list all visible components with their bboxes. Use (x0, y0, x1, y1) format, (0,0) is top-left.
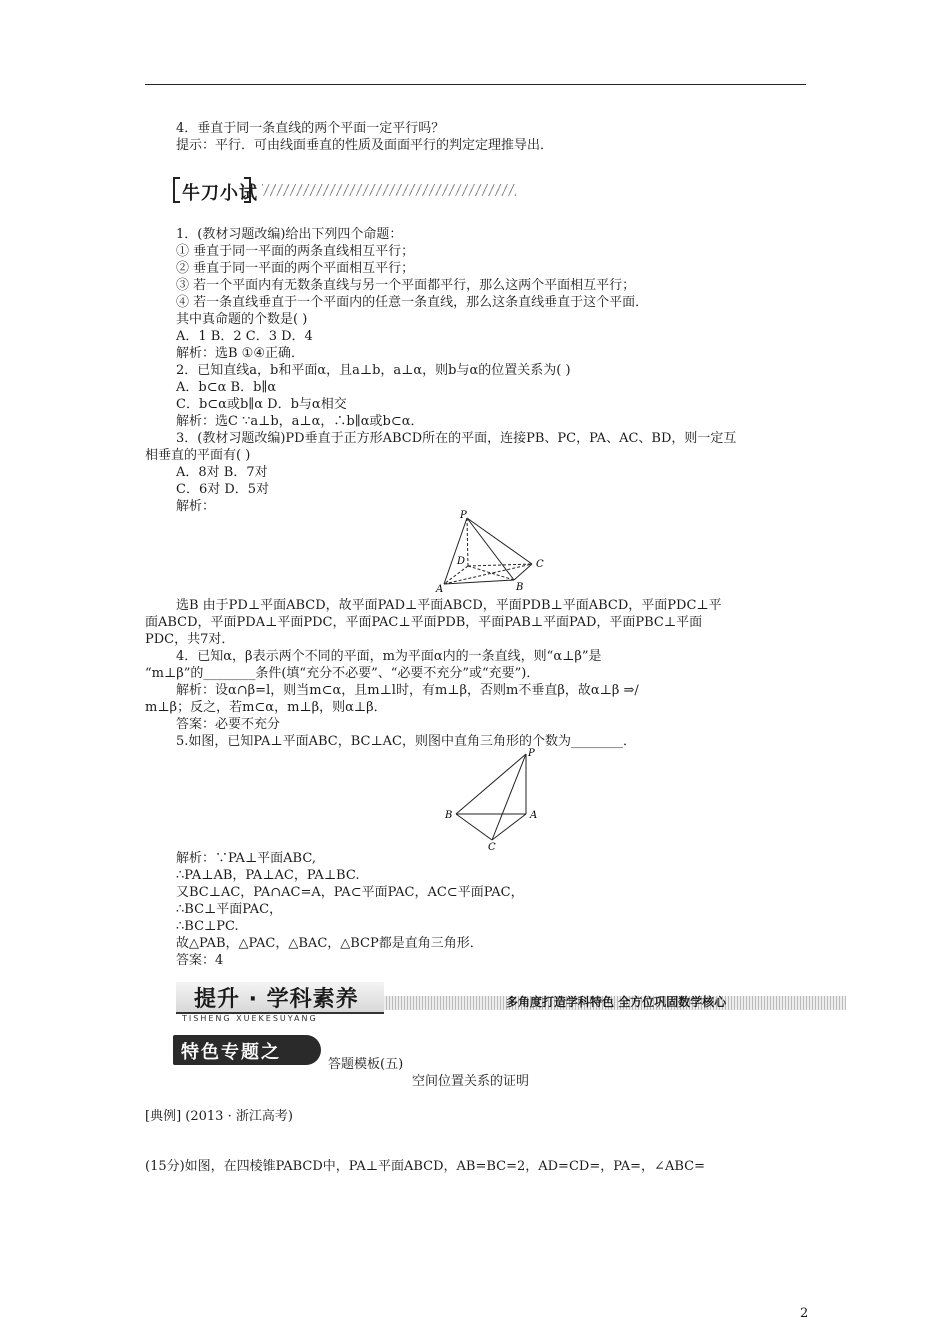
header-rule (145, 84, 806, 85)
hint: 提示：平行．可由线面垂直的性质及面面平行的判定定理推导出． (176, 138, 554, 153)
p1-s1: ① 垂直于同一平面的两条直线相互平行； (176, 244, 415, 259)
p3-answer-3: PDC，共7对． (145, 632, 235, 647)
special-topic-label: 特色专题之 (181, 1042, 281, 1063)
template-subtitle: 空间位置关系的证明 (412, 1074, 530, 1089)
tag-stripes (262, 184, 516, 196)
fig1-label-b: B (516, 582, 524, 593)
banner-slogan: 多角度打造学科特色 全方位巩固数学核心 (506, 995, 727, 1009)
fig2-label-c: C (488, 842, 496, 852)
p3-answer-2: 面ABCD，平面PDA⊥平面PDC，平面PAC⊥平面PDB，平面PAB⊥平面PAD，平面PBC⊥平面 (145, 615, 703, 630)
p3-stem-2: 相垂直的平面有( ) (145, 448, 251, 463)
fig1-label-c: C (536, 559, 544, 570)
fig1-label-a: A (436, 584, 444, 594)
section-tag (172, 176, 260, 206)
p2-opt-ab: A．b⊂α B．b∥α (176, 380, 277, 395)
fig2-label-b: B (445, 810, 453, 821)
tetrahedron-figure (440, 746, 550, 852)
p3-stem-1: 3．(教材习题改编)PD垂直于正方形ABCD所在的平面，连接PB、PC，PA、AC、BD，则一定互 (176, 431, 737, 446)
p5-l1: 解析：∵PA⊥平面ABC, (176, 851, 316, 866)
p2-opt-cd: C．b⊂α或b∥α D．b与α相交 (176, 397, 347, 412)
template-title: 答题模板(五) (328, 1057, 404, 1072)
example-head: [典例] (2013 · 浙江高考) (145, 1109, 293, 1124)
p3-answer-1: 选B 由于PD⊥平面ABCD，故平面PAD⊥平面ABCD，平面PDB⊥平面ABCD，平面PDC⊥平 (176, 598, 722, 613)
fig1-label-p: P (460, 510, 467, 521)
section-tag-label: 牛刀小试 (182, 183, 258, 204)
p4-answer: 答案：必要不充分 (176, 717, 281, 732)
p5-l2: ∴PA⊥AB，PA⊥AC，PA⊥BC. (176, 868, 360, 883)
fig2-label-p: P (528, 748, 535, 759)
p1-stem: 1．(教材习题改编)给出下列四个命题： (176, 227, 403, 242)
p5-l3: 又BC⊥AC，PA∩AC=A，PA⊂平面PAC，AC⊂平面PAC， (176, 885, 524, 900)
p4-answer-1: 解析：设α∩β=l，则当m⊂α，且m⊥l时，有m⊥β，否则m不垂直β，故α⊥β ⇒/ (176, 683, 639, 698)
banner-pinyin: TISHENG XUEKESUYANG (182, 1014, 318, 1023)
p1-answer: 解析：选B ①④正确． (176, 346, 304, 361)
question-4: 4．垂直于同一条直线的两个平面一定平行吗？ (176, 121, 445, 136)
p4-answer-2: m⊥β；反之，若m⊂α，m⊥β，则α⊥β． (145, 700, 387, 715)
p1-options: A．1 B．2 C．3 D．4 (176, 329, 313, 344)
p5-stem: 5.如图，已知PA⊥平面ABC，BC⊥AC，则图中直角三角形的个数为________． (176, 734, 637, 749)
section-banner (176, 982, 846, 1024)
p1-s4: ④ 若一条直线垂直于一个平面内的任意一条直线，那么这条直线垂直于这个平面． (176, 295, 649, 310)
fig1-label-d: D (457, 556, 466, 567)
banner-title-box (176, 982, 384, 1014)
p3-opt-cd: C．6对 D．5对 (176, 482, 270, 497)
p5-answer: 答案：4 (176, 953, 224, 968)
p1-s2: ② 垂直于同一平面的两个平面相互平行； (176, 261, 415, 276)
p5-l4: ∴BC⊥平面PAC， (176, 902, 283, 917)
p1-s3: ③ 若一个平面内有无数条直线与另一个平面都平行，那么这两个平面相互平行； (176, 278, 636, 293)
p3-jiexi: 解析： (176, 499, 216, 514)
example-body: (15分)如图，在四棱锥PABCD中，PA⊥平面ABCD，AB=BC=2，AD=CD=，PA=，∠ABC= (145, 1159, 705, 1174)
special-topic-tag (173, 1035, 321, 1065)
p1-ask: 其中真命题的个数是( ) (176, 312, 308, 327)
p3-opt-ab: A．8对 B．7对 (176, 465, 268, 480)
banner-title: 提升 · 学科素养 (194, 987, 359, 1012)
p4-stem-1: 4．已知α，β表示两个不同的平面，m为平面α内的一条直线，则“α⊥β”是 (176, 649, 602, 664)
p2-answer: 解析：选C ∵a⊥b，a⊥α，∴b∥α或b⊂α． (176, 414, 424, 429)
p5-l5: ∴BC⊥PC. (176, 919, 239, 934)
pyramid-figure (432, 508, 552, 594)
p4-stem-2: “m⊥β”的________条件(填“充分不必要”、“必要不充分”或“充要”)． (145, 666, 540, 681)
p2-stem: 2．已知直线a，b和平面α，且a⊥b，a⊥α，则b与α的位置关系为( ) (176, 363, 571, 378)
p5-l6: 故△PAB，△PAC，△BAC，△BCP都是直角三角形． (176, 936, 483, 951)
fig2-label-a: A (530, 810, 538, 821)
page-number: 2 (800, 1306, 809, 1321)
